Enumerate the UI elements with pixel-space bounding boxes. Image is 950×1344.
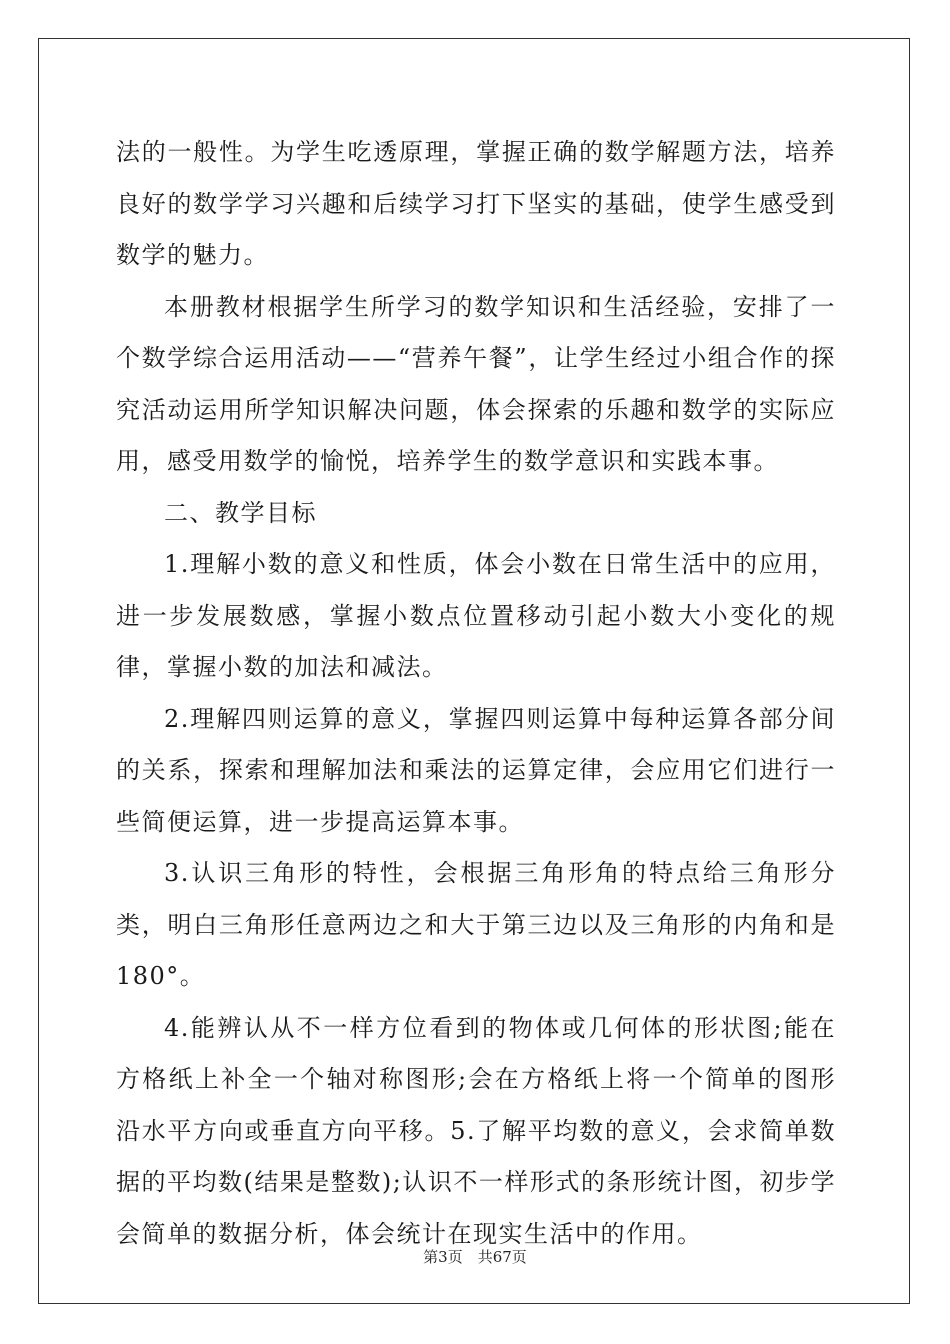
section-heading-teaching-goals: 二、教学目标 [164, 498, 317, 527]
goal-item-3: 3.认识三角形的特性，会根据三角形角的特点给三角形分类，明白三角形任意两边之和大于第三边以及三角形的内角和是180°。 [116, 859, 836, 990]
page-number-footer: 第3页 共67页 [423, 1248, 527, 1266]
document-body [116, 127, 836, 1260]
paragraph-activity: 本册教材根据学生所学习的数学知识和生活经验，安排了一个数学综合运用活动——“营养午餐”，让学生经过小组合作的探究活动运用所学知识解决问题，体会探索的乐趣和数学的实际应用，感受用数学的愉悦，培养学生的数学意识和实践本事。 [116, 292, 836, 475]
goal-item-4-5: 4.能辨认从不一样方位看到的物体或几何体的形状图;能在方格纸上补全一个轴对称图形;会在方格纸上将一个简单的图形沿水平方向或垂直方向平移。5.了解平均数的意义，会求简单数据的平均数(结果是整数);认识不一样形式的条形统计图，初步学会简单的数据分析，体会统计在现实生活中的作用。 [116, 1013, 836, 1248]
goal-item-2: 2.理解四则运算的意义，掌握四则运算中每种运算各部分间的关系，探索和理解加法和乘法的运算定律，会应用它们进行一些简便运算，进一步提高运算本事。 [116, 704, 836, 836]
paragraph-intro-continued: 法的一般性。为学生吃透原理，掌握正确的数学解题方法，培养良好的数学学习兴趣和后续学习打下坚实的基础，使学生感受到数学的魅力。 [116, 138, 836, 269]
goal-item-1: 1.理解小数的意义和性质，体会小数在日常生活中的应用，进一步发展数感，掌握小数点位置移动引起小数大小变化的规律，掌握小数的加法和减法。 [116, 550, 836, 681]
